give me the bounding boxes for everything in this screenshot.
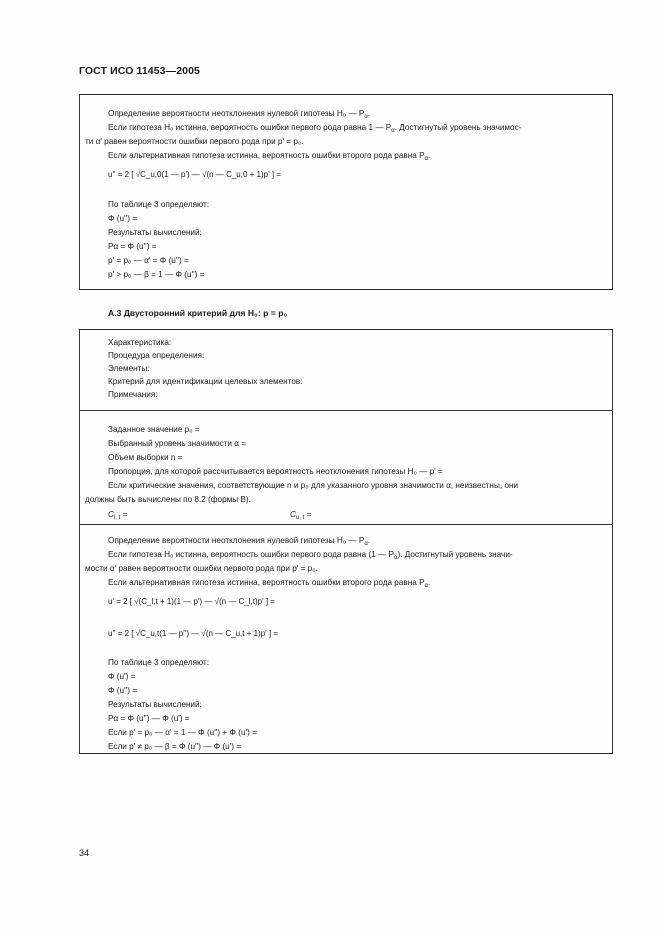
text-line: Процедура определения: [108, 351, 205, 360]
text-line: Объем выборки n = [108, 453, 183, 462]
text-line: Φ (u'') = [108, 214, 137, 223]
section-characteristics [80, 330, 612, 411]
text-line: Определение вероятности неотклонения нулевой гипотезы H₀ — $P_\alpha$. [108, 109, 371, 120]
text-line: Примечания: [108, 390, 158, 399]
document-header: ГОСТ ИСО 11453—2005 [79, 65, 200, 77]
text-line: p' = p₀ — α' = Φ (u'') = [108, 256, 189, 265]
text-line: Пропорция, для которой рассчитывается вероятность неотклонения гипотезы H₀ — p' = [108, 467, 443, 476]
text-line: Определение вероятности неотклонения нулевой гипотезы H₀ — $P_\alpha$. [108, 536, 371, 547]
section-parameters [80, 411, 612, 525]
text-line: Результаты вычислений: [108, 228, 202, 237]
text-line: Результаты вычислений: [108, 700, 202, 709]
text-line: Если альтернативная гипотеза истинна, вероятность ошибки второго рода равна $P_\alpha$. [108, 151, 431, 162]
critical-value-upper: $C_{u, t}$ = [290, 510, 312, 521]
text-line: ти α' равен вероятности ошибки первого рода при p' = p₀. [85, 137, 304, 146]
text-line: Если альтернативная гипотеза истинна, вероятность ошибки второго рода равна $P_\alpha$. [108, 578, 431, 589]
text-line: должны быть вычислены по 8.2 (формы В). [85, 495, 251, 504]
formula-u-double-prime: u'' = 2 [ √C_u,t(1 — p'') — √(n — C_u,t + 1)p' ] = [108, 629, 279, 638]
text-line: Элементы: [108, 364, 150, 373]
text-line: Pα = Φ (u'') — Φ (u') = [108, 714, 190, 723]
section-results [80, 525, 612, 755]
text-line: Если p' = p₀ — α' = 1 — Φ (u'') + Φ (u') = [108, 728, 257, 737]
section-title: А.3 Двусторонний критерий для H₀: p = p₀ [108, 308, 288, 318]
text-line: Выбранный уровень значимости α = [108, 439, 247, 448]
text-line: Характеристика: [108, 338, 172, 347]
text-line: Φ (u'') = [108, 686, 137, 695]
text-line: Pα = Φ (u'') = [108, 242, 157, 251]
text-line: Φ (u') = [108, 672, 136, 681]
text-line: мости α' равен вероятности ошибки первого рода при p' = p₀. [85, 564, 318, 573]
text-line: Если p' ≠ p₀ — β = Φ (u'') — Φ (u') = [108, 742, 242, 751]
text-line: По таблице 3 определяют: [108, 200, 210, 209]
text-line: Если критические значения, соответствующие n и p₀ для указанного уровня значимости α, неизвестны, они [108, 481, 519, 490]
box-rejection-probability-one-sided [79, 94, 613, 290]
text-line: По таблице 3 определяют: [108, 658, 210, 667]
text-line: Если гипотеза H₀ истинна, вероятность ошибки первого рода равна (1 — $P_\alpha$). Достигнутый уровень значи- [108, 550, 513, 561]
text-line: Критерий для идентификации целевых элементов: [108, 377, 303, 386]
text-line: Если гипотеза H₀ истинна, вероятность ошибки первого рода равна 1 — $P_\alpha$. Достигнутый уровень значимос- [108, 123, 522, 134]
box-two-sided-criterion [79, 329, 613, 754]
critical-value-lower: $C_{l, t}$ = [108, 510, 128, 521]
text-line: p' > p₀ — β = 1 — Φ (u'') = [108, 270, 205, 279]
formula-u-double-prime: u'' = 2 [ √C_u,0(1 — p') — √(n — C_u,0 + 1)p' ] = [108, 170, 281, 179]
page-number: 34 [79, 848, 90, 858]
formula-u-prime: u' = 2 [ √(C_l,t + 1)(1 — p') — √(n — C_l,t)p' ] = [108, 597, 275, 606]
text-line: Заданное значение p₀ = [108, 425, 200, 434]
